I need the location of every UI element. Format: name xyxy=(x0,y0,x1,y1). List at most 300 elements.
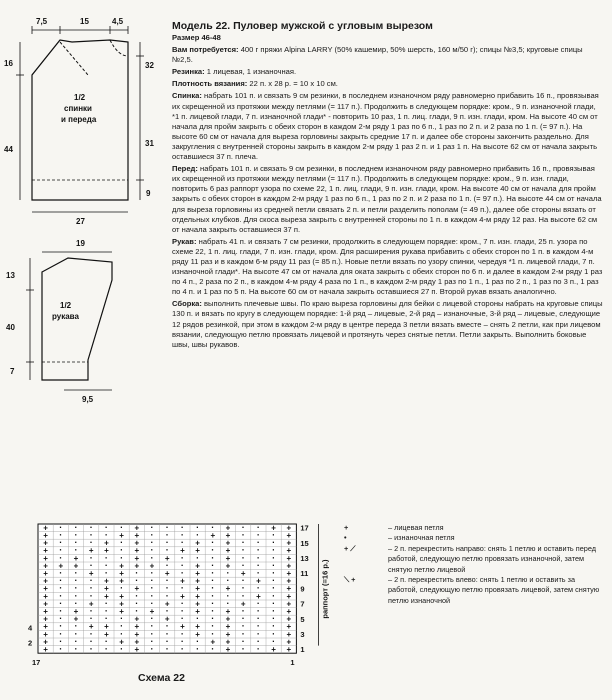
chart-cell: · xyxy=(150,568,154,578)
chart-cell: + xyxy=(195,607,200,616)
row-number: 11 xyxy=(300,569,309,579)
chart-cell: · xyxy=(241,545,245,556)
chart-cell: · xyxy=(165,590,169,601)
chart-cell: + xyxy=(256,576,261,586)
dim-left-top: 16 xyxy=(4,59,13,68)
assembly-paragraph: Сборка: выполнить плечевые швы. По краю выреза горловины для бейки с лицевой стороны набрать на круговые спицы 130 п. и вязать по кругу в следующем порядке: 1-й ряд – лицевые, 2-й ряд – изнаночные, 3-й ряд – лицевые, следующие 12 рядов резинкой, при этом в каждом 2-м ряду в центре переда 3 петли вязать вместе – снять 2 петли, как при лицевом вязании, следующую петлю провязать лицевой и протянуть через снятые петли. Петли закрыть. Выполнить боковые швы, швы рукавов. xyxy=(172,299,603,349)
chart-cell: · xyxy=(256,530,260,540)
chart-cell: · xyxy=(180,628,184,639)
chart-cell: · xyxy=(150,590,154,601)
chart-cell: · xyxy=(272,560,276,571)
chart-cell: + xyxy=(225,584,231,594)
chart-cell: · xyxy=(150,613,154,624)
chart-cell: · xyxy=(241,621,245,632)
chart-cell: · xyxy=(226,575,230,586)
chart-cell: · xyxy=(180,568,184,578)
chart-cell: · xyxy=(241,644,245,654)
legend-cross-left: ⟍ + – 2 п. перекрестить влево: снять 1 петлю и оставить за работой, следующую петлю провязать лицевой, затем снятую петлю изнаночной xyxy=(344,575,600,605)
chart-cell: + xyxy=(88,546,94,556)
chart-cell: · xyxy=(256,560,260,571)
chart-cell: · xyxy=(74,530,78,540)
chart-cell: · xyxy=(135,575,139,586)
chart-cell: + xyxy=(134,546,140,556)
dim-right-bottom: 9 xyxy=(146,189,151,198)
chart-cell: · xyxy=(74,628,78,639)
chart-cell: · xyxy=(120,552,124,563)
chart-cell: · xyxy=(211,598,215,609)
chart-cell: · xyxy=(211,590,215,601)
dim-top-left: 7,5 xyxy=(36,17,48,26)
chart-cell: · xyxy=(211,575,215,586)
chart-cell: + xyxy=(164,569,170,578)
chart-cell: + xyxy=(164,599,170,609)
chart-cell: + xyxy=(134,629,140,639)
row-number: 15 xyxy=(300,538,309,548)
chart-cell: · xyxy=(165,628,169,639)
chart-cell: · xyxy=(120,644,124,654)
chart-cell: + xyxy=(43,546,48,556)
chart-cell: · xyxy=(272,636,276,647)
chart-cell: · xyxy=(89,644,93,654)
chart-cell: · xyxy=(256,613,260,624)
stitch-chart xyxy=(28,518,338,670)
chart-cell: · xyxy=(104,613,108,624)
chart-cell: · xyxy=(104,644,108,654)
chart-cell: + xyxy=(240,569,246,578)
chart-cell: · xyxy=(272,545,276,556)
chart-cell: + xyxy=(286,637,292,647)
chart-cell: · xyxy=(74,545,78,556)
chart-cell: · xyxy=(104,606,108,616)
chart-cell: + xyxy=(286,531,292,540)
chart-cell: + xyxy=(104,546,109,556)
chart-cell: + xyxy=(119,637,124,647)
chart-cell: · xyxy=(120,522,124,533)
chart-cell: · xyxy=(59,644,63,654)
chart-cell: + xyxy=(195,629,200,639)
chart-cell: + xyxy=(210,637,216,647)
chart-cell: + xyxy=(43,637,48,647)
chart-cell: · xyxy=(272,590,276,601)
chart-cell: · xyxy=(89,636,93,647)
row-number: 7 xyxy=(300,599,305,609)
chart-cell: + xyxy=(119,607,124,616)
row-number: 1 xyxy=(300,645,305,655)
chart-cell: · xyxy=(165,560,169,571)
chart-grid xyxy=(38,522,296,654)
chart-cell: · xyxy=(226,598,230,609)
chart-cell: + xyxy=(195,584,200,594)
chart-cell: · xyxy=(180,613,184,624)
chart-cell: · xyxy=(180,560,184,571)
body-label-2: спинки xyxy=(64,104,92,113)
chart-cell: + xyxy=(225,637,231,647)
sleeve-dim-left-top: 13 xyxy=(6,271,15,280)
chart-cell: + xyxy=(119,569,124,578)
chart-cell: · xyxy=(226,590,230,601)
chart-cell: · xyxy=(196,644,200,654)
chart-cell: + xyxy=(286,561,292,571)
chart-cell: + xyxy=(286,622,292,632)
dim-right-top: 32 xyxy=(145,61,154,70)
chart-cell: · xyxy=(256,636,260,647)
chart-cell: · xyxy=(256,552,260,563)
chart-cell: + xyxy=(134,538,140,548)
sleeve-label-2: рукава xyxy=(52,312,79,321)
chart-cell: · xyxy=(135,590,139,601)
row-number: 13 xyxy=(300,554,309,563)
chart-cell: · xyxy=(104,530,108,540)
chart-cell: · xyxy=(150,575,154,586)
chart-cell: · xyxy=(89,552,93,563)
chart-cell: + xyxy=(149,561,155,571)
chart-cell: + xyxy=(286,546,292,556)
chart-cell: · xyxy=(89,628,93,639)
chart-cell: · xyxy=(59,613,63,624)
front-paragraph: Перед: набрать 101 п. и связать 9 см резинки, в последнем изнаночном ряду равномерно прибавить 16 п., провязывая их скрещенной из протяжки между петлями (= 117 п.). Продолжить в следующем порядке: кром., 9 п. изн. глади, повторить 6 раз раппорт узора по схеме 22, 1 п. лиц. глади, 9 п. изн. глади, кром. На высоте 40 см от начала для пройм закрыть с обеих сторон в каждом 2-м ряду 1 раз по 6 п., 1 раз по 2 п. и 2 раза по 1 п. (= 97 п.). На высоте 44 см от начала для выреза горловины из средней петли связать 2 п. и петли разделить пополам (= 49 п.), далее обе стороны вязать от отдельных клубков. Для скоса выреза закрыть с внутренней стороны по 1 п. в каждом 4-м ряду 12 раз. На высоте 62 см от начала закрыть оставшиеся 37 п. xyxy=(172,164,602,234)
chart-cell: · xyxy=(120,613,124,624)
chart-cell: + xyxy=(225,645,231,654)
chart-cell: + xyxy=(104,622,109,632)
chart-cell: + xyxy=(43,591,48,601)
chart-cell: · xyxy=(272,568,276,578)
chart-cell: · xyxy=(89,590,93,601)
chart-cell: · xyxy=(241,560,245,571)
chart-cell: · xyxy=(104,598,108,609)
chart-cell: + xyxy=(43,538,48,548)
chart-cell: + xyxy=(286,645,292,654)
chart-cell: + xyxy=(88,569,94,578)
chart-cell: + xyxy=(104,584,109,594)
chart-cell: + xyxy=(43,622,48,632)
chart-cell: · xyxy=(165,575,169,586)
legend-cross-right: + ⟋ – 2 п. перекрестить направо: снять 1 петлю и оставить перед работой, следующую петлю провязать изнаночной, затем снятую петлю лицевой xyxy=(344,543,596,574)
chart-cell: + xyxy=(43,531,48,540)
chart-cell: · xyxy=(211,522,215,533)
chart-cell: · xyxy=(150,522,154,533)
chart-cell: + xyxy=(43,629,48,639)
chart-cell: · xyxy=(272,621,276,632)
chart-cell: · xyxy=(165,621,169,632)
chart-cell: + xyxy=(286,607,292,616)
chart-cell: · xyxy=(74,598,78,609)
chart-cell: + xyxy=(119,531,124,540)
chart-cell: · xyxy=(241,575,245,586)
chart-cell: · xyxy=(180,522,184,533)
body-label-3: и переда xyxy=(61,115,97,124)
sleeve-label-1: 1/2 xyxy=(60,301,72,310)
chart-cell: · xyxy=(211,613,215,624)
dot-icon: • xyxy=(344,533,347,543)
sleeve-dim-left-bottom: 7 xyxy=(10,367,15,376)
chart-cell: · xyxy=(59,522,63,533)
chart-cell: + xyxy=(180,546,185,556)
chart-cell: + xyxy=(195,561,200,571)
chart-cell: · xyxy=(211,606,215,616)
chart-cell: + xyxy=(180,591,185,601)
chart-cell: · xyxy=(120,537,124,548)
chart-cell: · xyxy=(180,530,184,540)
chart-cell: · xyxy=(59,530,63,540)
chart-cell: · xyxy=(89,522,93,533)
chart-cell: · xyxy=(241,530,245,540)
chart-cell: · xyxy=(211,568,215,578)
chart-cell: · xyxy=(196,522,200,533)
chart-cell: · xyxy=(165,545,169,556)
chart-cell: + xyxy=(134,637,140,647)
sleeve-paragraph: Рукав: набрать 41 п. и связать 7 см резинки, продолжить в следующем порядке: кром., 7 п. изн. глади, 25 п. узора по схеме 22, 1 п. лиц. глади, 7 п. изн. глади, кром. Для расширения рукава прибавить с обеих сторон по 1 п. в каждом 4-м ряду 11 раз и в каждом 6-м ряду 11 раз (= 85 п.). Новые петли вязать по узору спинки, чередуя *1 п. лицевой глади, 7 п. изнаночной глади*. На высоте 47 см от начала для оката закрыть с обеих сторон по 6 п. и далее в каждом 2-м ряду 1 раз по 4 п., 2 раза по 2 п., в каждом 4-м ряду 4 раза по 1 п., в каждом 2-м ряду 1 раз по 1 п., 1 раз по 2 п., 1 раз по 3 п., 1 раз по 4 п. и 1 раз по 5 п. На высоте 60 см от начала закрыть оставшиеся 27 п. Второй рукав вязать аналогично. xyxy=(172,236,603,297)
sleeve-dim-bottom: 9,5 xyxy=(82,395,94,404)
chart-cell: · xyxy=(74,583,78,594)
chart-cell: · xyxy=(165,537,169,548)
chart-cell: · xyxy=(89,537,93,548)
chart-cell: · xyxy=(59,568,63,578)
chart-cell: + xyxy=(286,599,292,609)
chart-cell: · xyxy=(272,530,276,540)
chart-cell: + xyxy=(104,538,109,548)
legend-knit: + – лицевая петля xyxy=(344,523,444,532)
chart-cell: · xyxy=(150,530,154,540)
chart-cell: · xyxy=(211,628,215,639)
chart-cell: + xyxy=(286,576,292,586)
chart-cell: + xyxy=(225,622,231,632)
chart-cell: + xyxy=(149,607,155,616)
chart-cell: · xyxy=(256,568,260,578)
chart-cell: · xyxy=(180,583,184,594)
body-label-1: 1/2 xyxy=(74,93,86,102)
chart-cell: · xyxy=(272,598,276,609)
chart-cell: + xyxy=(43,599,48,609)
chart-cell: + xyxy=(134,614,140,624)
schematics xyxy=(0,0,175,415)
cross-left-icon: ⟍ + xyxy=(344,575,356,585)
chart-cell: · xyxy=(74,590,78,601)
chart-cell: + xyxy=(134,523,140,533)
sleeve-schematic xyxy=(6,239,112,404)
chart-cell: · xyxy=(180,537,184,548)
chart-cell: · xyxy=(89,613,93,624)
chart-cell: + xyxy=(195,591,200,601)
plus-icon: + xyxy=(344,523,349,532)
col-number-left: 17 xyxy=(32,658,41,668)
chart-cell: · xyxy=(272,552,276,563)
chart-cell: · xyxy=(256,644,260,654)
rapport-vertical: раппорт (=16 р.) xyxy=(320,559,330,619)
chart-cell: · xyxy=(59,636,63,647)
chart-cell: · xyxy=(59,537,63,548)
chart-cell: + xyxy=(286,614,292,624)
chart-cell: · xyxy=(59,598,63,609)
chart-cell: + xyxy=(286,538,292,548)
chart-caption: Схема 22 xyxy=(138,672,185,684)
chart-cell: · xyxy=(120,628,124,639)
chart-cell: · xyxy=(74,644,78,654)
chart-cell: + xyxy=(225,614,231,624)
chart-cell: · xyxy=(272,628,276,639)
dim-right-mid: 31 xyxy=(145,139,154,148)
chart-cell: · xyxy=(89,560,93,571)
row-number: 3 xyxy=(300,630,305,639)
chart-cell: · xyxy=(196,530,200,540)
chart-cell: · xyxy=(256,598,260,609)
chart-cell: · xyxy=(165,644,169,654)
chart-cell: · xyxy=(150,598,154,609)
chart-cell: + xyxy=(286,523,292,533)
chart-cell: + xyxy=(210,531,216,540)
chart-cell: · xyxy=(241,537,245,548)
chart-cell: · xyxy=(241,583,245,594)
chart-legend xyxy=(344,523,602,606)
chart-cell: · xyxy=(120,545,124,556)
dim-top-right: 4,5 xyxy=(112,17,124,26)
chart-cell: · xyxy=(180,598,184,609)
chart-cell: + xyxy=(225,523,231,533)
chart-cell: · xyxy=(150,628,154,639)
chart-cell: · xyxy=(180,552,184,563)
chart-cell: · xyxy=(241,636,245,647)
chart-cell: · xyxy=(104,552,108,563)
chart-cell: · xyxy=(89,606,93,616)
chart-cell: · xyxy=(272,606,276,616)
chart-cell: + xyxy=(195,538,200,548)
col-number-right: 1 xyxy=(290,658,295,668)
chart-cell: · xyxy=(59,545,63,556)
chart-cell: · xyxy=(241,552,245,563)
chart-cell: · xyxy=(120,583,124,594)
chart-cell: · xyxy=(74,621,78,632)
chart-cell: · xyxy=(59,606,63,616)
chart-cell: + xyxy=(134,622,140,632)
chart-cell: + xyxy=(43,523,48,533)
chart-cell: + xyxy=(225,629,231,639)
chart-cell: · xyxy=(104,568,108,578)
chart-cell: + xyxy=(225,538,231,548)
chart-cell: + xyxy=(43,561,48,571)
chart-cell: · xyxy=(165,522,169,533)
chart-cell: + xyxy=(225,561,231,571)
dim-left-mid: 44 xyxy=(4,145,13,154)
chart-cell: · xyxy=(241,613,245,624)
chart-cell: + xyxy=(134,645,140,654)
body-schematic xyxy=(4,17,154,226)
cross-right-icon: + ⟋ xyxy=(344,543,356,553)
dim-top-mid: 15 xyxy=(80,17,89,26)
sleeve-dim-top: 19 xyxy=(76,239,85,248)
chart-cell: + xyxy=(164,614,170,624)
chart-cell: + xyxy=(134,584,140,594)
chart-cell: · xyxy=(150,636,154,647)
chart-cell: + xyxy=(119,561,124,571)
chart-cell: · xyxy=(89,575,93,586)
chart-cell: + xyxy=(271,523,276,533)
chart-cell: · xyxy=(272,613,276,624)
back-paragraph: Спинка: набрать 101 п. и связать 9 см резинки, в последнем изнаночном ряду равномерно прибавить 16 п., провязывая их скрещенной из протяжки между петлями (= 117 п.). Продолжить в следующем порядке: кром., 9 п. изнаночной глади, *1 п. лицевой глади, 7 п. изнаночной глади* - повторить 10 раз, 1 п. лиц. глади, 9 п. изн. глади, кром. На высоте 40 см от начала для пройм закрыть с обеих сторон в каждом 2-м ряду 1 раз по 6 п., 1 раз по 2 п. и 2 раза по 1 п. (= 97 п.). На высоте 60 см от начала для выреза горловины закрыть средние 17 п. и далее обе стороны закончить раздельно. Для закругления с внутренней стороны закрыть в каждом 2-м ряду 1 раз 2 п. и 1 раз 1 п. На высоте 62 см от начала закрыть оставшиеся 37 п. плеча. xyxy=(172,91,599,162)
chart-cell: · xyxy=(196,636,200,647)
chart-cell: · xyxy=(241,522,245,533)
chart-cell: + xyxy=(195,569,200,578)
model-title: Модель 22. Пуловер мужской с угловым вырезом xyxy=(172,20,433,32)
chart-cell: + xyxy=(43,584,48,594)
legend-purl: • – изнаночная петля xyxy=(344,533,455,543)
chart-cell: · xyxy=(104,560,108,571)
chart-cell: + xyxy=(180,576,185,586)
chart-cell: + xyxy=(271,645,276,654)
v-neck-line xyxy=(60,42,88,75)
chart-cell: · xyxy=(211,552,215,563)
chart-cell: · xyxy=(256,545,260,556)
chart-cell: + xyxy=(119,576,124,586)
chart-cell: + xyxy=(225,531,231,540)
materials-paragraph: Вам потребуется: 400 г пряжи Alpina LARRY (50% кашемир, 50% шерсть, 160 м/50 г); спицы №3,5; круговые спицы №2,5. xyxy=(172,45,583,65)
chart-cell: + xyxy=(195,576,200,586)
chart-cell: · xyxy=(135,606,139,616)
chart-cell: · xyxy=(104,636,108,647)
chart-cell: + xyxy=(104,629,109,639)
chart-cell: + xyxy=(43,607,48,616)
chart-cell: · xyxy=(74,537,78,548)
chart-cell: · xyxy=(272,575,276,586)
chart-cell: + xyxy=(286,591,292,601)
chart-cell: + xyxy=(73,553,79,563)
row-number: 17 xyxy=(300,523,309,533)
chart-cell: · xyxy=(272,537,276,548)
row-number: 9 xyxy=(300,584,305,594)
chart-cell: · xyxy=(256,537,260,548)
chart-cell: · xyxy=(211,583,215,594)
chart-cell: · xyxy=(196,613,200,624)
chart-cell: · xyxy=(241,590,245,601)
row-number-left: 2 xyxy=(28,638,33,648)
chart-cell: · xyxy=(135,568,139,578)
chart-cell: + xyxy=(73,561,79,571)
chart-cell: + xyxy=(43,576,48,586)
chart-cell: · xyxy=(59,552,63,563)
chart-cell: + xyxy=(256,591,261,601)
chart-cell: · xyxy=(74,568,78,578)
chart-cell: · xyxy=(150,537,154,548)
chart-cell: · xyxy=(180,644,184,654)
chart-cell: + xyxy=(195,546,200,556)
chart-cell: · xyxy=(211,545,215,556)
chart-cell: · xyxy=(59,583,63,594)
chart-cell: · xyxy=(59,628,63,639)
chart-cell: · xyxy=(104,522,108,533)
chart-cell: + xyxy=(58,561,64,571)
chart-cell: · xyxy=(256,522,260,533)
chart-cell: · xyxy=(211,560,215,571)
chart-cell: + xyxy=(119,591,124,601)
chart-cell: + xyxy=(73,607,79,616)
chart-cell: · xyxy=(241,628,245,639)
chart-cell: · xyxy=(211,644,215,654)
chart-cell: · xyxy=(211,537,215,548)
sleeve-dim-left-mid: 40 xyxy=(6,323,15,332)
chart-cell: · xyxy=(135,598,139,609)
chart-cell: + xyxy=(286,553,292,563)
chart-cell: · xyxy=(89,530,93,540)
chart-cell: + xyxy=(225,553,231,563)
chart-cell: + xyxy=(73,614,79,624)
dim-bottom: 27 xyxy=(76,217,85,226)
chart-cell: + xyxy=(286,629,292,639)
chart-cell: · xyxy=(256,583,260,594)
chart-cell: · xyxy=(150,552,154,563)
chart-cell: · xyxy=(180,636,184,647)
chart-cell: · xyxy=(74,575,78,586)
chart-cell: + xyxy=(88,599,94,609)
chart-cell: + xyxy=(134,531,140,540)
chart-cell: + xyxy=(240,599,246,609)
